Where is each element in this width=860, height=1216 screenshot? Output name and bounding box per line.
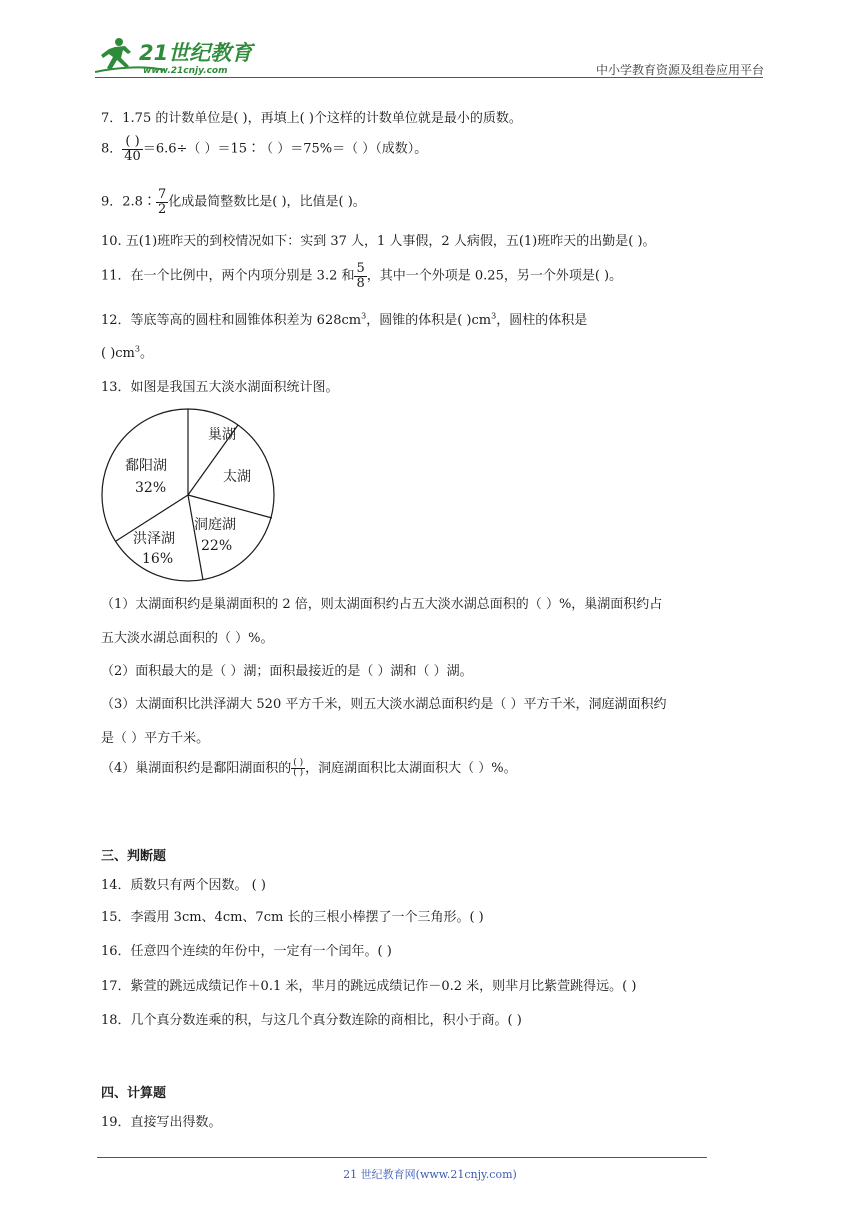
question-11-rest: ，其中一个外项是 0.25，另一个外项是( )。 [366, 268, 623, 284]
logo-url: www.21cnjy.com [143, 66, 228, 76]
question-18: 18．几个真分数连乘的积，与这几个真分数连除的商相比，积小于商。( ) [101, 1013, 522, 1028]
question-9-prefix: 9．2.8∶ [101, 194, 156, 210]
pie-label-poyanghu: 鄱阳湖 [125, 458, 167, 474]
footer-link[interactable]: 21 世纪教育网(www.21cnjy.com) [343, 1168, 517, 1181]
question-11 [101, 262, 622, 290]
question-9-fraction [156, 188, 168, 216]
fraction-numerator: 7 [157, 187, 167, 202]
question-10: 10. 五(1)班昨天的到校情况如下：实到 37 人，1 人事假，2 人病假，五(1)班昨天的出勤是( )。 [101, 234, 656, 249]
question-17: 17．紫萱的跳远成绩记作＋0.1 米，芈月的跳远成绩记作－0.2 米，则芈月比紫萱跳得远。( ) [101, 979, 637, 994]
question-12-text-d: ( )cm [101, 346, 135, 361]
question-16: 16．任意四个连续的年份中，一定有一个闰年。( ) [101, 944, 392, 959]
footer-divider [97, 1157, 707, 1158]
fraction-denominator: ( ) [293, 768, 304, 778]
pie-label-hongzehu: 洪泽湖 [133, 531, 175, 547]
fraction-denominator: 8 [356, 275, 365, 291]
question-13-sub-1a: （1）太湖面积约是巢湖面积的 2 倍，则太湖面积约占五大淡水湖总面积的（ ）%，巢湖面积约占 [101, 597, 663, 612]
fraction-denominator: 2 [157, 201, 167, 217]
lakes-pie-chart [95, 405, 285, 585]
divider-tai-dongting [188, 495, 272, 518]
question-12-line-2 [101, 342, 153, 361]
question-12-text-c: ，圆柱的体积是 [496, 313, 588, 328]
question-13-sub-4-fraction [291, 759, 305, 779]
question-8-fraction [122, 135, 143, 163]
pie-pct-hongzehu: 16% [142, 551, 174, 567]
question-13-sub-4-text-b: ，洞庭湖面积比太湖面积大（ ）%。 [305, 761, 517, 776]
section-4-title: 四、计算题 [101, 1086, 167, 1101]
superscript: 3 [361, 311, 367, 321]
question-8-rest: ＝6.6÷（ ）＝15∶（ ）＝75%＝（ ）（成数）。 [142, 141, 428, 157]
pie-pct-dongtinghu: 22% [201, 538, 233, 554]
question-12-text-b: ，圆锥的体积是( )cm [366, 313, 492, 328]
question-8-prefix: 8． [101, 141, 123, 157]
pie-pct-poyanghu: 32% [135, 480, 167, 496]
question-14: 14．质数只有两个因数。 ( ) [101, 878, 266, 893]
fraction-denominator: 40 [124, 148, 141, 164]
question-13-sub-2: （2）面积最大的是（ ）湖；面积最接近的是（ ）湖和（ ）湖。 [101, 664, 473, 679]
pie-label-dongtinghu: 洞庭湖 [194, 517, 236, 533]
pie-label-chaohu: 巢湖 [208, 427, 236, 443]
question-13-sub-1b: 五大淡水湖总面积的（ ）%。 [101, 631, 274, 646]
question-12-text-e: 。 [139, 346, 153, 361]
fraction-numerator: ( ) [293, 757, 304, 768]
platform-name: 中小学教育资源及组卷应用平台 [595, 63, 764, 77]
question-19: 19．直接写出得数。 [101, 1115, 222, 1130]
site-logo [95, 36, 260, 78]
question-11-fraction [354, 262, 366, 290]
question-13-sub-3a: （3）太湖面积比洪泽湖大 520 平方千米，则五大淡水湖总面积约是（ ）平方千米，洞庭湖面积约 [101, 697, 667, 712]
question-13-sub-3b: 是（ ）平方千米。 [101, 731, 210, 746]
question-9 [101, 188, 366, 216]
pie-label-taihu: 太湖 [223, 469, 251, 485]
superscript: 3 [134, 344, 140, 354]
question-13-sub-4 [101, 757, 517, 778]
question-7: 7．1.75 的计数单位是( )，再填上( )个这样的计数单位就是最小的质数。 [101, 111, 522, 126]
question-9-rest: 化成最简整数比是( )，比值是( )。 [168, 194, 366, 210]
question-13: 13．如图是我国五大淡水湖面积统计图。 [101, 380, 339, 395]
section-3-title: 三、判断题 [101, 849, 167, 864]
question-8 [101, 135, 427, 163]
superscript: 3 [491, 311, 497, 321]
question-12-line-1 [101, 309, 587, 328]
header-divider [95, 77, 763, 78]
question-12-text-a: 12．等底等高的圆柱和圆锥体积差为 628cm [101, 313, 362, 328]
fraction-numerator: 5 [356, 261, 365, 276]
question-13-sub-4-text-a: （4）巢湖面积约是鄱阳湖面积的 [101, 761, 292, 776]
fraction-numerator: ( ) [122, 135, 143, 150]
question-15: 15．李霞用 3cm、4cm、7cm 长的三根小棒摆了一个三角形。( ) [101, 910, 484, 925]
logo-text: 21世纪教育 [139, 41, 253, 65]
question-11-prefix: 11．在一个比例中，两个内项分别是 3.2 和 [101, 268, 355, 284]
